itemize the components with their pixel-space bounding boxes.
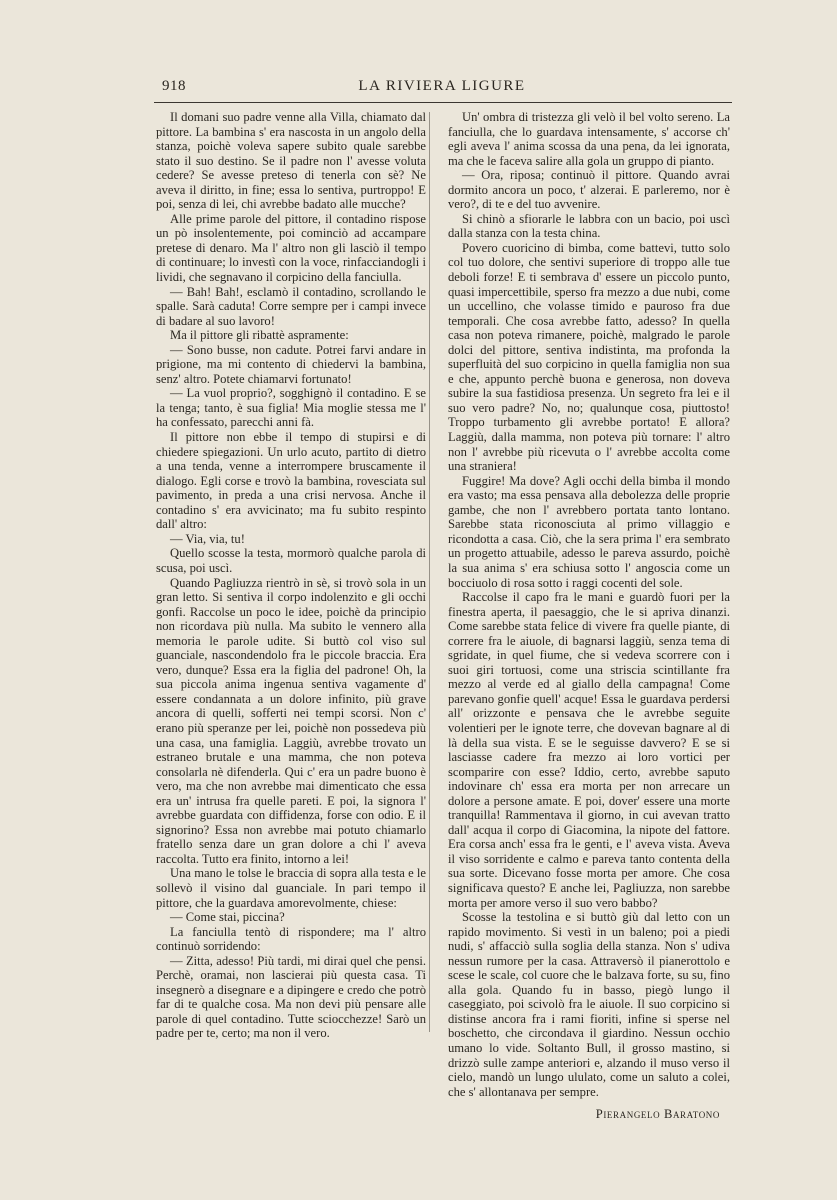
column-divider — [429, 112, 430, 1032]
paragraph: Alle prime parole del pittore, il contadino rispose un pò insolentemente, poi cominciò ad accampare pretese di denaro. Ma l' altro non gli lasciò il tempo di continuare; lo investì con la voce, rinfacciandogli i lividi, che segnavano il corpicino della fanciulla. — [156, 211, 426, 285]
paragraph: Ma il pittore gli ribattè aspramente: — [170, 328, 349, 343]
paragraph: — Zitta, adesso! Più tardi, mi dirai quel che pensi. Perchè, oramai, non lascierai più questa casa. Ti insegnerò a disegnare e a dipingere e credo che potrò far di te qualche cosa. Ma non devi più pensare alle parole di quel contadino. Tutte sciocchezze! Sarò un padre per te, certo; ma non il vero. — [156, 953, 426, 1041]
paragraph: — Ora, riposa; continuò il pittore. Quando avrai dormito ancora un poco, t' alzerai. E parleremo, nor è vero?, di te e del tuo avvenire. — [448, 168, 730, 212]
left-column — [156, 110, 426, 1041]
paragraph: Raccolse il capo fra le mani e guardò fuori per la finestra aperta, il paesaggio, che le si apriva dinanzi. Come sarebbe stata felice di vivere fra quelle piante, di correre fra le aiuole, di bagnarsi laggiù, senza tema di sgridate, in quel fiume, che si vedeva scorrere con i suoi giri tortuosi, come una striscia scintillante fra mezzo al verde ed al giallo della campagna! Come parevano gonfie quell' acque! Essa le guardava perdersi all' orizzonte e pensava che le avrebbe seguite volentieri per le ignote terre, che dovevan bagnare al di là della sua vista. E se le seguisse davvero? E se si lasciasse cadere fra mezzo ai loro vortici per scomparire con esse? Iddio, certo, avrebbe saputo indovinare ch' essa era morta per non arrecare un dolore a persone amate. E poi, dover' essere una morte tranquilla! Rammentava il giorno, in cui avevan tratto dall' acqua il corpo di Giacomina, la nipote del fattore. Era corsa anch' essa fra le genti, e l' aveva vista. Aveva il viso sorridente e calmo e pareva tanto contenta della sua sorte. Dicevano fosse morta per amore. Che cosa significava questo? E anche lei, Pagliuzza, non sarebbe morta per amore verso il suo vero babbo? — [448, 590, 730, 910]
paragraph: Una mano le tolse le braccia di sopra alla testa e le sollevò il visino dal guanciale. In pari tempo il pittore, che la guardava amorevolmente, chiese: — [156, 866, 426, 910]
paragraph: La fanciulla tentò di rispondere; ma l' altro continuò sorridendo: — [156, 924, 426, 954]
paragraph: — Sono busse, non cadute. Potrei farvi andare in prigione, ma mi contento di chiedervi la bambina, senz' altro. Potete chiamarvi fortunato! — [156, 342, 426, 386]
paragraph: Povero cuoricino di bimba, come battevi, tutto solo col tuo dolore, che sentivi superiore di troppo alle tue deboli forze! E ti sembrava d' essere un piccolo punto, quasi impercettibile, sperso fra mezzo a due nubi, come un uccellino, che volasse timido e pauroso fra due temporali. Che cosa avrebbe fatto, adesso? In quella casa non poteva rimanere, poichè, malgrado le parole dolci del pittore, sentiva indistinta, ma profonda la superfluità del suo corpicino in quella famiglia non sua e che, appunto perchè buona e generosa, non doveva subire la sua fastidiosa presenza. Un segreto fra lei e il suo vero padre? No, no; qualunque cosa, piuttosto! Troppo turbamento gli avrebbe portato! E allora? Laggiù, dalla mamma, non poteva più tornare: l' altro non l' avrebbe più ricevuta o l' avrebbe accolta come una straniera! — [448, 240, 730, 474]
page-number: 918 — [162, 78, 186, 94]
journal-title: LA RIVIERA LIGURE — [358, 78, 526, 94]
paragraph: — La vuol proprio?, sogghignò il contadino. E se la tenga; tanto, è sua figlia! Mia moglie stessa me l' ha confessato, parecchi anni fà. — [156, 386, 426, 430]
paragraph: Quello scosse la testa, mormorò qualche parola di scusa, poi uscì. — [156, 546, 426, 575]
paragraph: Scosse la testolina e si buttò giù dal letto con un rapido movimento. Si vestì in un baleno; poi a piedi nudi, s' affacciò sulla soglia della stanza. Non s' udiva nessun rumore per la casa. Attraversò il pianerottolo e scese le scale, col cuore che le balzava forte, su su, fino alla gola. Quando fu in basso, piegò lungo il caseggiato, poi scivolò fra le aiuole. Il suo corpicino si distinse ancora fra i rami fioriti, infine si sperse nel boschetto, che circondava il giardino. Nessun occhio umano lo vide. Soltanto Bull, il grosso mastino, si drizzò sulle zampe anteriori e, alzando il muso verso il cielo, mandò un lungo ululato, come un saluto a colei, che s' allontanava per sempre. — [448, 910, 730, 1099]
paragraph: Il domani suo padre venne alla Villa, chiamato dal pittore. La bambina s' era nascosta in un angolo della stanza, poichè voleva sapere subito quale sarebbe stato il suo destino. Se il padre non l' avesse voluta cedere? Se avesse preteso di tenerla con sè? Ne aveva il diritto, in fine; essa lo sentiva, purtroppo! E poi, senza di lei, chi avrebbe badato alle mucche? — [156, 110, 426, 212]
paragraph: Quando Pagliuzza rientrò in sè, si trovò sola in un gran letto. Si sentiva il corpo indolenzito e gli occhi gonfi. Raccolse un poco le idee, poichè da principio non ricordava più nulla. Ma subito le vennero alla memoria le parole udite. Si buttò col viso sul guanciale, nascondendolo fra le piccole braccia. Era vero, dunque? Essa era la figlia del padrone! Oh, la sua piccola anima ingenua sentiva vagamente d' essere condannata a un dolore infinito, più grave ancora di quelli, sofferti nei tempi scorsi. Non c' erano più speranze per lei, poichè non possedeva più una casa, una famiglia. Laggiù, avrebbe trovato un estraneo brutale e una mamma, che non poteva consolarla nè difenderla. Qui c' era un padre buono è vero, ma che non avrebbe mai dimenticato che essa era un' intrusa fra quelle pareti. E poi, la signora l' avrebbe guardata con diffidenza, forse con odio. E il signorino? Essa non avrebbe mai potuto chiamarlo fratello senza dare un gran dolore a chi l' aveva raccolta. Tutto era finito, intorno a lei! — [156, 575, 426, 866]
paragraph: Un' ombra di tristezza gli velò il bel volto sereno. La fanciulla, che lo guardava intensamente, s' accorse ch' egli aveva l' anima scossa da una pena, da lei ignorata, ma che le faceva salire alla gola un gruppo di pianto. — [448, 110, 730, 168]
paragraph: Si chinò a sfiorarle le labbra con un bacio, poi uscì dalla stanza con la testa china. — [448, 211, 730, 241]
paragraph: Fuggire! Ma dove? Agli occhi della bimba il mondo era vasto; ma essa pensava alla debolezza delle proprie gambe, che non l' avrebbero portata tanto lontano. Sarebbe stata riconosciuta al primo villaggio e ricondotta a casa. Ciò, che la sera prima l' era sembrato un progetto attuabile, adesso le pareva assurdo, poichè la sua anima s' era schiusa sotto l' angoscia come un bocciuolo di rosa sotto i raggi cocenti del sole. — [448, 473, 730, 590]
author-signature: Pierangelo Baratono — [595, 1107, 720, 1122]
paragraph: Il pittore non ebbe il tempo di stupirsi e di chiedere spiegazioni. Un urlo acuto, partito di dietro a una tenda, venne a interrompere bruscamente il dialogo. Egli corse e trovò la bambina, rovesciata sul pavimento, in preda a una crisi nervosa. Anche il contadino s' era avvicinato; ma fu subito respinto dall' altro: — [156, 430, 426, 532]
paragraph: — Via, via, tu! — [170, 531, 245, 546]
page-header — [156, 74, 728, 98]
paragraph: — Bah! Bah!, esclamò il contadino, scrollando le spalle. Sarà caduta! Corre sempre per i campi invece di badare al suo lavoro! — [156, 284, 426, 328]
header-rule — [154, 102, 732, 103]
right-column — [448, 110, 730, 1122]
paragraph: — Come stai, piccina? — [170, 910, 285, 925]
